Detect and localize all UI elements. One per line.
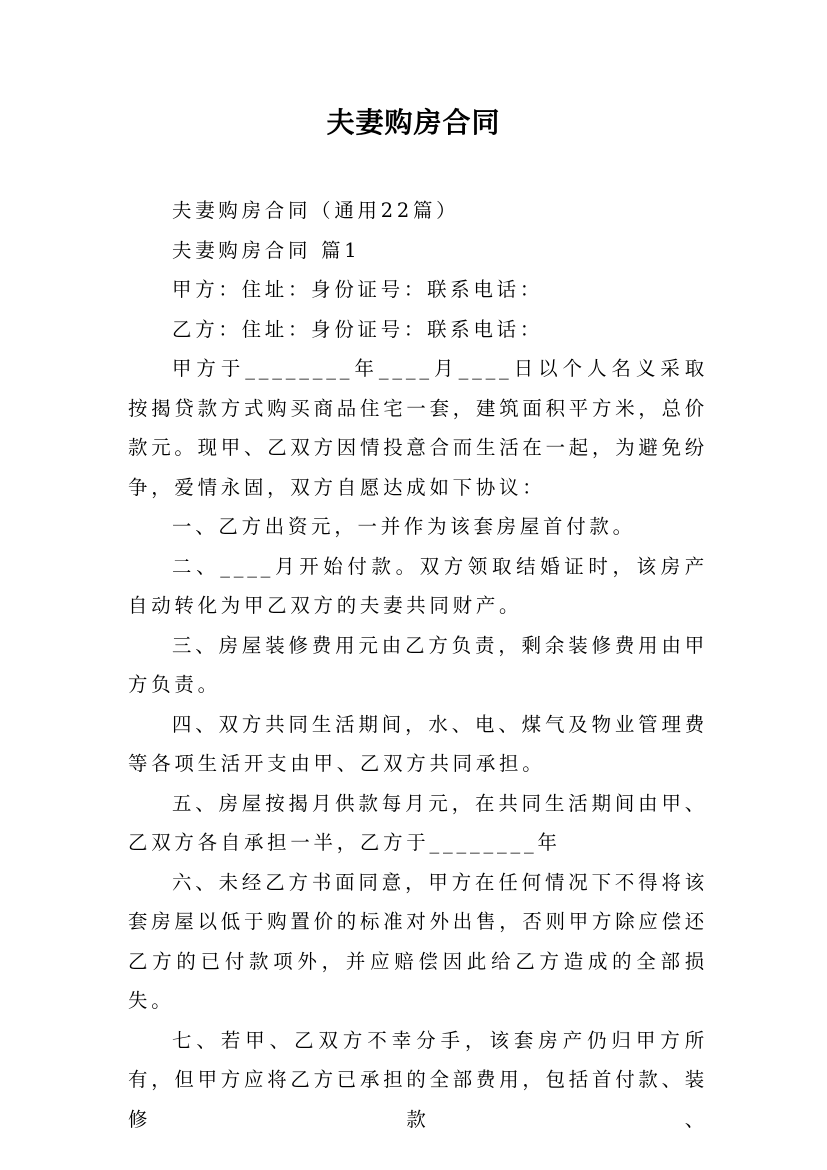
paragraph-party-a: 甲方：住址：身份证号：联系电话：: [172, 278, 544, 301]
paragraph-clause-6: 六、未经乙方书面同意，甲方在任何情况下不得将该套房屋以低于购置价的标准对外出售，否则甲方除应偿还乙方的已付款项外，并应赔偿因此给乙方造成的全部损失。: [128, 870, 708, 1012]
paragraph-subtitle: 夫妻购房合同（通用22篇）: [172, 199, 460, 222]
document-body: [128, 191, 708, 1139]
paragraph-clause-5: 五、房屋按揭月供款每月元，在共同生活期间由甲、乙双方各自承担一半，乙方于________年: [128, 791, 708, 854]
paragraph-clause-7: 七、若甲、乙双方不幸分手，该套房产仍归甲方所有，但甲方应将乙方已承担的全部费用，包括首付款、装修款、: [128, 1028, 708, 1131]
paragraph-chapter-heading: 夫妻购房合同 篇1: [172, 238, 361, 262]
paragraph-clause-4: 四、双方共同生活期间，水、电、煤气及物业管理费等各项生活开支由甲、乙双方共同承担。: [128, 712, 708, 775]
paragraph-clause-3: 三、房屋装修费用元由乙方负责，剩余装修费用由甲方负责。: [128, 633, 708, 696]
paragraph-clause-1: 一、乙方出资元，一并作为该套房屋首付款。: [172, 515, 636, 538]
paragraph-party-b: 乙方：住址：身份证号：联系电话：: [172, 317, 544, 341]
paragraph-preamble: 甲方于________年____月____日以个人名义采取按揭贷款方式购买商品住宅一套，建筑面积平方米，总价款元。现甲、乙双方因情投意合而生活在一起，为避免纷争，爱情永固，双方自愿达成如下协议：: [128, 357, 708, 499]
paragraph-clause-2: 二、____月开始付款。双方领取结婚证时，该房产自动转化为甲乙双方的夫妻共同财产。: [128, 554, 708, 617]
document-title: 夫妻购房合同: [326, 106, 501, 139]
